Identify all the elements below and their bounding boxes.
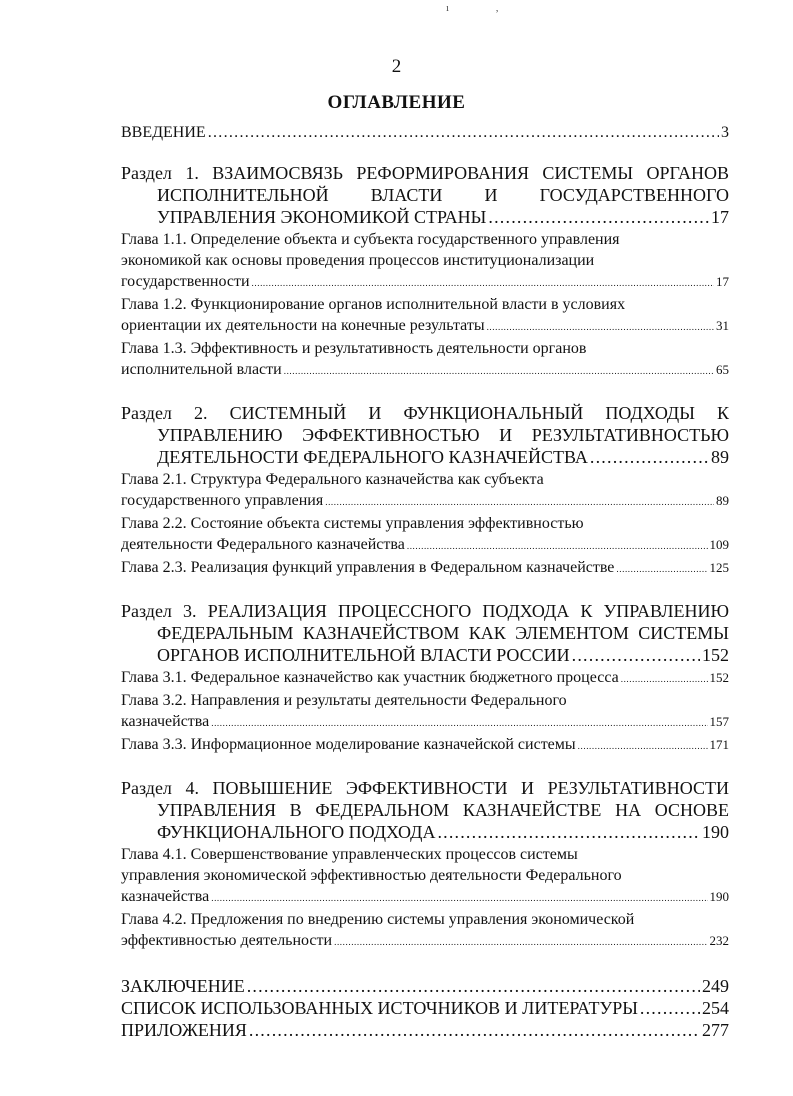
section-title-line: Раздел 1. ВЗАИМОСВЯЗЬ РЕФОРМИРОВАНИЯ СИСТЕМЫ ОРГАНОВ	[121, 163, 729, 183]
chapter-title-line: Глава 3.1. Федеральное казначейство как участник бюджетного процесса	[121, 669, 619, 686]
chapter-title-line: Глава 2.2. Состояние объекта системы управления эффективностью	[121, 515, 584, 532]
section-title-line: Раздел 3. РЕАЛИЗАЦИЯ ПРОЦЕССНОГО ПОДХОДА К УПРАВЛЕНИЮ	[121, 601, 729, 621]
toc-chapter-1-3[interactable]	[121, 338, 729, 382]
chapter-title-line: ориентации их деятельности на конечные результаты	[121, 317, 485, 334]
toc-chapter-3-2[interactable]	[121, 690, 729, 734]
leader-dots	[572, 644, 700, 666]
chapter-title-line: Глава 3.3. Информационное моделирование казначейской системы	[121, 736, 576, 753]
table-of-contents	[121, 120, 729, 1041]
chapter-title-line: исполнительной власти	[121, 361, 282, 378]
toc-entry-label: ПРИЛОЖЕНИЯ	[121, 1020, 247, 1040]
chapter-title-line: казначейства	[121, 888, 210, 905]
toc-entry-label: СПИСОК ИСПОЛЬЗОВАННЫХ ИСТОЧНИКОВ И ЛИТЕРАТУРЫ	[121, 998, 638, 1018]
leader-dots	[325, 492, 714, 513]
leader-dots	[487, 317, 714, 338]
section-title-line: УПРАВЛЕНИЮ ЭФФЕКТИВНОСТЬЮ И РЕЗУЛЬТАТИВНОСТЬЮ	[157, 425, 729, 445]
section-title-line: УПРАВЛЕНИЯ ЭКОНОМИКОЙ СТРАНЫ	[157, 207, 487, 227]
toc-chapter-2-3[interactable]	[121, 557, 729, 580]
toc-section-1[interactable]	[121, 162, 729, 228]
toc-page-number: 249	[702, 976, 729, 996]
chapter-title-line: Глава 1.1. Определение объекта и субъекта государственного управления	[121, 231, 620, 248]
section-title-line: ОРГАНОВ ИСПОЛНИТЕЛЬНОЙ ВЛАСТИ РОССИИ	[157, 645, 570, 665]
toc-section-4[interactable]	[121, 777, 729, 843]
toc-appendices[interactable]	[121, 1019, 729, 1041]
leader-dots	[407, 536, 708, 557]
chapter-title-line: Глава 3.2. Направления и результаты деятельности Федерального	[121, 692, 567, 709]
toc-page-number: 17	[716, 274, 729, 289]
toc-page-number: 254	[702, 998, 729, 1018]
toc-page-number: 65	[716, 362, 729, 377]
leader-dots	[437, 821, 700, 843]
section-title-line: ИСПОЛНИТЕЛЬНОЙ ВЛАСТИ И ГОСУДАРСТВЕННОГО	[157, 185, 729, 205]
leader-dots	[621, 669, 708, 690]
toc-chapter-1-1[interactable]	[121, 229, 729, 294]
toc-chapter-1-2[interactable]	[121, 294, 729, 338]
chapter-title-line: Глава 1.3. Эффективность и результативность деятельности органов	[121, 340, 587, 357]
page-number: 2	[391, 56, 402, 77]
chapter-title-line: казначейства	[121, 713, 210, 730]
section-title-line: ФЕДЕРАЛЬНЫМ КАЗНАЧЕЙСТВОМ КАК ЭЛЕМЕНТОМ СИСТЕМЫ	[157, 623, 729, 643]
toc-page-number: 109	[709, 537, 729, 552]
chapter-title-line: экономикой как основы проведения процессов институционализации	[121, 252, 595, 269]
leader-dots	[247, 975, 700, 997]
toc-section-3[interactable]	[121, 600, 729, 666]
leader-dots	[578, 736, 708, 757]
scan-marks: ı ,	[446, 2, 521, 14]
leader-dots	[284, 361, 714, 382]
toc-page-number: 232	[709, 933, 729, 948]
toc-references[interactable]	[121, 997, 729, 1019]
toc-chapter-2-2[interactable]	[121, 513, 729, 557]
toc-chapter-4-1[interactable]	[121, 844, 729, 909]
section-title-line: Раздел 2. СИСТЕМНЫЙ И ФУНКЦИОНАЛЬНЫЙ ПОДХОДЫ К	[121, 403, 729, 423]
toc-page-number: 89	[716, 493, 729, 508]
leader-dots	[640, 997, 700, 1019]
chapter-title-line: государственного управления	[121, 492, 324, 509]
toc-page-number: 17	[711, 207, 729, 227]
toc-page-number: 157	[709, 714, 729, 729]
leader-dots	[590, 446, 709, 468]
toc-page-number: 190	[702, 822, 729, 842]
toc-chapter-3-1[interactable]	[121, 667, 729, 690]
leader-dots	[616, 559, 707, 580]
leader-dots	[249, 1019, 700, 1041]
leader-dots	[334, 932, 707, 953]
page-title: ОГЛАВЛЕНИЕ	[327, 92, 466, 113]
leader-dots	[252, 273, 714, 294]
toc-page-number: 89	[711, 447, 729, 467]
chapter-title-line: Глава 2.3. Реализация функций управления в Федеральном казначействе	[121, 559, 615, 576]
toc-chapter-4-2[interactable]	[121, 909, 729, 953]
toc-page-number: 277	[702, 1020, 729, 1040]
section-title-line: Раздел 4. ПОВЫШЕНИЕ ЭФФЕКТИВНОСТИ И РЕЗУЛЬТАТИВНОСТИ	[121, 778, 729, 798]
section-title-line: ДЕЯТЕЛЬНОСТИ ФЕДЕРАЛЬНОГО КАЗНАЧЕЙСТВА	[157, 447, 588, 467]
leader-dots	[211, 888, 707, 909]
section-title-line: ФУНКЦИОНАЛЬНОГО ПОДХОДА	[157, 822, 436, 842]
chapter-title-line: Глава 4.1. Совершенствование управленческих процессов системы	[121, 846, 578, 863]
chapter-title-line: управления экономической эффективностью деятельности Федерального	[121, 867, 622, 884]
toc-page-number: 152	[709, 670, 729, 685]
leader-dots	[488, 206, 709, 228]
toc-page-number: 152	[702, 645, 729, 665]
chapter-title-line: деятельности Федерального казначейства	[121, 536, 405, 553]
toc-page-number: 3	[721, 124, 729, 141]
section-title-line: УПРАВЛЕНИЯ В ФЕДЕРАЛЬНОМ КАЗНАЧЕЙСТВЕ НА ОСНОВЕ	[157, 800, 729, 820]
chapter-title-line: государственности	[121, 273, 250, 290]
toc-page-number: 125	[709, 560, 729, 575]
toc-page-number: 190	[709, 889, 729, 904]
chapter-title-line: Глава 4.2. Предложения по внедрению системы управления экономической	[121, 911, 635, 928]
leader-dots	[211, 713, 707, 734]
toc-entry-label: ВВЕДЕНИЕ	[121, 124, 206, 141]
toc-chapter-2-1[interactable]	[121, 469, 729, 513]
chapter-title-line: Глава 2.1. Структура Федерального казначейства как субъекта	[121, 471, 544, 488]
toc-section-2[interactable]	[121, 402, 729, 468]
leader-dots	[208, 122, 719, 144]
toc-conclusion[interactable]	[121, 975, 729, 997]
chapter-title-line: Глава 1.2. Функционирование органов исполнительной власти в условиях	[121, 296, 626, 313]
toc-page-number: 31	[716, 318, 729, 333]
toc-chapter-3-3[interactable]	[121, 734, 729, 757]
chapter-title-line: эффективностью деятельности	[121, 932, 333, 949]
toc-page-number: 171	[709, 737, 729, 752]
toc-entry-label: ЗАКЛЮЧЕНИЕ	[121, 976, 245, 996]
toc-intro[interactable]	[121, 122, 729, 144]
